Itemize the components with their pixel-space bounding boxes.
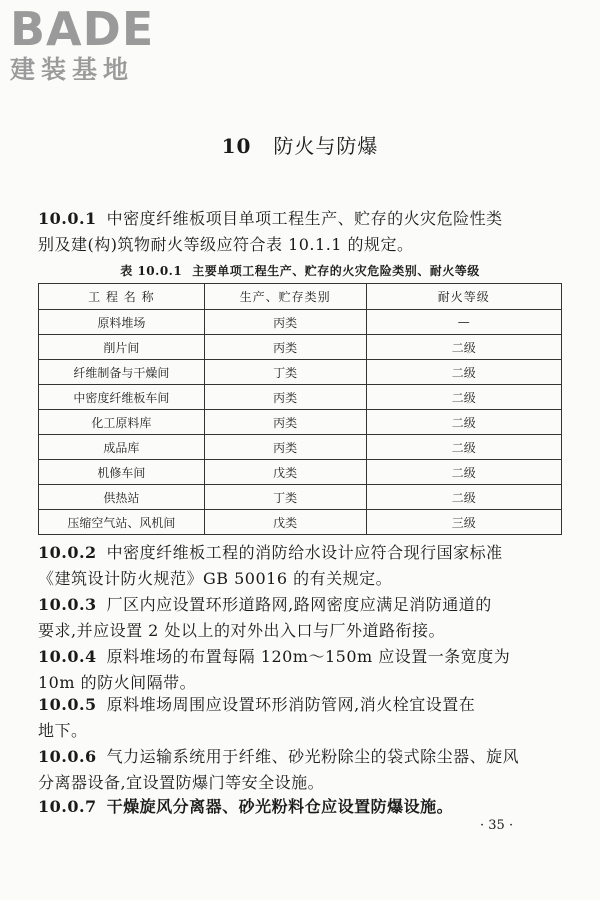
cell-project-name: 压缩空气站、风机间 xyxy=(39,510,205,535)
clause-line xyxy=(38,692,562,718)
cell-project-name: 中密度纤维板车间 xyxy=(39,385,205,410)
table-row xyxy=(39,485,562,510)
clause-text: 原料堆场周围应设置环形消防管网,消火栓宜设置在 xyxy=(106,695,476,714)
fire-rating-table xyxy=(38,283,562,535)
cell-category: 丙类 xyxy=(204,385,366,410)
cell-project-name: 削片间 xyxy=(39,335,205,360)
clause-10-0-3 xyxy=(38,592,562,644)
chapter-title: 防火与防爆 xyxy=(273,134,379,158)
clause-10-0-1 xyxy=(38,206,562,258)
clause-text: 中密度纤维板项目单项工程生产、贮存的火灾危险性类 xyxy=(106,209,503,228)
clause-text-continued: 分离器设备,宜设置防爆门等安全设施。 xyxy=(38,773,325,792)
table-row xyxy=(39,385,562,410)
clause-number: 10.0.3 xyxy=(38,595,97,614)
clause-line xyxy=(38,206,562,232)
clause-number: 10.0.4 xyxy=(38,647,97,666)
clause-number: 10.0.2 xyxy=(38,543,97,562)
clause-10-0-5 xyxy=(38,692,562,744)
header-fire-rating: 耐火等级 xyxy=(366,284,561,310)
page-number: · 35 · xyxy=(480,818,514,833)
clause-text-continued: 地下。 xyxy=(38,721,88,740)
logo-wordmark: BADE xyxy=(10,2,155,56)
cell-category: 丙类 xyxy=(204,335,366,360)
cell-fire-rating: 二级 xyxy=(366,385,561,410)
clause-10-0-6 xyxy=(38,744,562,796)
cell-category: 丙类 xyxy=(204,435,366,460)
clause-text-continued: 《建筑设计防火规范》GB 50016 的有关规定。 xyxy=(38,569,393,588)
clause-line xyxy=(38,592,562,618)
chapter-heading xyxy=(0,130,600,159)
cell-project-name: 机修车间 xyxy=(39,460,205,485)
header-category: 生产、贮存类别 xyxy=(204,284,366,310)
cell-category: 丁类 xyxy=(204,360,366,385)
cell-project-name: 原料堆场 xyxy=(39,310,205,335)
clause-10-0-4 xyxy=(38,644,562,696)
clause-text: 干燥旋风分离器、砂光粉料仓应设置防爆设施。 xyxy=(106,797,454,816)
cell-project-name: 成品库 xyxy=(39,435,205,460)
clause-text-continued: 别及建(构)筑物耐火等级应符合表 10.1.1 的规定。 xyxy=(38,235,414,254)
cell-project-name: 纤维制备与干燥间 xyxy=(39,360,205,385)
cell-fire-rating: 二级 xyxy=(366,460,561,485)
cell-fire-rating: — xyxy=(366,310,561,335)
table-header-row xyxy=(39,284,562,310)
clause-line xyxy=(38,744,562,770)
logo-subtitle: 建装基地 xyxy=(10,55,135,84)
cell-project-name: 供热站 xyxy=(39,485,205,510)
table-row xyxy=(39,460,562,485)
brand-logo xyxy=(10,2,170,84)
cell-fire-rating: 三级 xyxy=(366,510,561,535)
cell-category: 戊类 xyxy=(204,510,366,535)
cell-project-name: 化工原料库 xyxy=(39,410,205,435)
table-number: 表 10.0.1 xyxy=(120,264,183,278)
cell-category: 丁类 xyxy=(204,485,366,510)
clause-text: 气力运输系统用于纤维、砂光粉除尘的袋式除尘器、旋风 xyxy=(106,747,520,766)
clause-text: 中密度纤维板工程的消防给水设计应符合现行国家标准 xyxy=(106,543,503,562)
cell-category: 丙类 xyxy=(204,410,366,435)
header-project-name: 工 程 名 称 xyxy=(39,284,205,310)
table-caption xyxy=(0,262,600,279)
table-row xyxy=(39,335,562,360)
cell-fire-rating: 二级 xyxy=(366,485,561,510)
table-row xyxy=(39,360,562,385)
cell-fire-rating: 二级 xyxy=(366,435,561,460)
cell-fire-rating: 二级 xyxy=(366,360,561,385)
clause-number: 10.0.7 xyxy=(38,797,97,816)
clause-text: 原料堆场的布置每隔 120m～150m 应设置一条宽度为 xyxy=(106,647,511,666)
table-row xyxy=(39,510,562,535)
clause-line xyxy=(38,644,562,670)
clause-10-0-2 xyxy=(38,540,562,592)
table-row xyxy=(39,435,562,460)
clause-text-continued: 要求,并应设置 2 处以上的对外出入口与厂外道路衔接。 xyxy=(38,621,445,640)
cell-fire-rating: 二级 xyxy=(366,335,561,360)
clause-line xyxy=(38,540,562,566)
clause-line xyxy=(38,794,562,820)
table-row xyxy=(39,310,562,335)
clause-number: 10.0.6 xyxy=(38,747,97,766)
table-row xyxy=(39,410,562,435)
clause-number: 10.0.1 xyxy=(38,209,97,228)
cell-fire-rating: 二级 xyxy=(366,410,561,435)
clause-number: 10.0.5 xyxy=(38,695,97,714)
cell-category: 丙类 xyxy=(204,310,366,335)
clause-10-0-7 xyxy=(38,794,562,820)
clause-text-continued: 10m 的防火间隔带。 xyxy=(38,673,197,692)
clause-text: 厂区内应设置环形道路网,路网密度应满足消防通道的 xyxy=(106,595,492,614)
cell-category: 戊类 xyxy=(204,460,366,485)
chapter-number: 10 xyxy=(221,134,252,158)
table-title: 主要单项工程生产、贮存的火灾危险类别、耐火等级 xyxy=(192,264,480,278)
